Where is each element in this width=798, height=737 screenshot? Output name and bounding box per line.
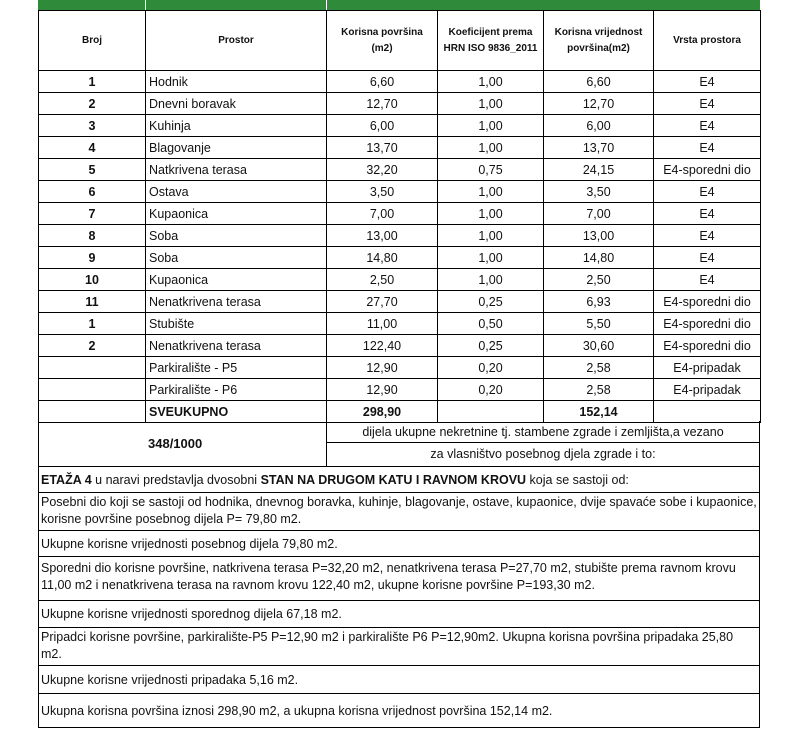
cell-vrijednost: 2,58 (544, 379, 654, 401)
cell-broj: 2 (39, 93, 146, 115)
cell-povrsina: 12,70 (327, 93, 438, 115)
cell-koeficijent: 1,00 (438, 93, 544, 115)
cell-povrsina: 12,90 (327, 379, 438, 401)
cell-prostor: Nenatkrivena terasa (146, 335, 327, 357)
cell-prostor: Stubište (146, 313, 327, 335)
cell-prostor: Hodnik (146, 71, 327, 93)
cell-vrijednost: 6,93 (544, 291, 654, 313)
table-row (39, 269, 761, 291)
total-povrsina: 298,90 (327, 401, 438, 423)
cell-koeficijent: 1,00 (438, 247, 544, 269)
cell-vrsta: E4-sporedni dio (654, 291, 761, 313)
table-row (39, 335, 761, 357)
share-text-line1: dijela ukupne nekretnine tj. stambene zgrade i zemljišta,a vezano (327, 421, 759, 443)
header-korisna-povrsina: Korisna površina (m2) (327, 11, 438, 71)
cell-vrsta: E4 (654, 269, 761, 291)
cell-vrijednost: 7,00 (544, 203, 654, 225)
cell-vrijednost: 14,80 (544, 247, 654, 269)
cell-vrsta: E4 (654, 203, 761, 225)
cell-vrsta: E4-pripadak (654, 357, 761, 379)
cell-prostor: Nenatkrivena terasa (146, 291, 327, 313)
paragraph-ukupna-povrsina: Ukupna korisna površina iznosi 298,90 m2, a ukupna korisna vrijednost površina 152,14 m2. (38, 694, 760, 728)
cell-koeficijent: 1,00 (438, 225, 544, 247)
cell-vrijednost: 2,50 (544, 269, 654, 291)
header-korisna-vrijednost: Korisna vrijednost površina(m2) (544, 11, 654, 71)
cell-koeficijent: 0,50 (438, 313, 544, 335)
share-text-line2: za vlasništvo posebnog djela zgrade i to: (430, 447, 656, 461)
etaza-label: ETAŽA 4 (41, 473, 92, 487)
header-prostor: Prostor (146, 11, 327, 71)
cell-broj: 4 (39, 137, 146, 159)
cell-broj: 8 (39, 225, 146, 247)
cell-vrsta: E4 (654, 115, 761, 137)
header-broj: Broj (39, 11, 146, 71)
etaza-text: u naravi predstavlja dvosobni (91, 473, 261, 487)
table-row (39, 137, 761, 159)
table-row (39, 71, 761, 93)
cell-vrsta: E4-sporedni dio (654, 313, 761, 335)
cell-vrijednost: 13,70 (544, 137, 654, 159)
cell-broj: 10 (39, 269, 146, 291)
cell-broj: 9 (39, 247, 146, 269)
cell-vrsta: E4-sporedni dio (654, 159, 761, 181)
cell-povrsina: 12,90 (327, 357, 438, 379)
cell-povrsina: 122,40 (327, 335, 438, 357)
cell-povrsina: 6,60 (327, 71, 438, 93)
cell-broj: 11 (39, 291, 146, 313)
cell-povrsina: 27,70 (327, 291, 438, 313)
cell-povrsina: 11,00 (327, 313, 438, 335)
cell-vrsta: E4 (654, 225, 761, 247)
cell-vrsta: E4 (654, 181, 761, 203)
cell-koeficijent: 1,00 (438, 181, 544, 203)
cell-povrsina: 3,50 (327, 181, 438, 203)
cell-koeficijent: 0,25 (438, 335, 544, 357)
cell-vrsta: E4-sporedni dio (654, 335, 761, 357)
table-row (39, 379, 761, 401)
header-bar-segment (145, 0, 327, 10)
cell-broj: 7 (39, 203, 146, 225)
table-row (39, 313, 761, 335)
etaza-heading (38, 467, 760, 493)
table-row (39, 181, 761, 203)
cell-prostor: Ostava (146, 181, 327, 203)
paragraph-vrijednost-sporednog: Ukupne korisne vrijednosti sporednog dijela 67,18 m2. (38, 601, 760, 628)
table-row (39, 159, 761, 181)
cell-vrijednost: 30,60 (544, 335, 654, 357)
cell-prostor: Dnevni boravak (146, 93, 327, 115)
cell-prostor: Natkrivena terasa (146, 159, 327, 181)
cell-koeficijent: 0,25 (438, 291, 544, 313)
cell-vrsta: E4 (654, 93, 761, 115)
total-label: SVEUKUPNO (146, 401, 327, 423)
cell-koeficijent: 1,00 (438, 269, 544, 291)
cell-broj: 1 (39, 313, 146, 335)
cell-broj: 6 (39, 181, 146, 203)
cell-koeficijent: 0,20 (438, 379, 544, 401)
cell-prostor: Parkiralište - P6 (146, 379, 327, 401)
etaza-text-end: koja se sastoji od: (526, 473, 629, 487)
cell-povrsina: 14,80 (327, 247, 438, 269)
table-header-row (39, 11, 761, 71)
table-row (39, 93, 761, 115)
table-row (39, 115, 761, 137)
cell-vrijednost: 12,70 (544, 93, 654, 115)
cell-prostor: Soba (146, 225, 327, 247)
cell-broj (39, 379, 146, 401)
header-koeficijent: Koeficijent prema HRN ISO 9836_2011 (438, 11, 544, 71)
cell-broj: 2 (39, 335, 146, 357)
cell-prostor: Kupaonica (146, 269, 327, 291)
cell-koeficijent: 0,20 (438, 357, 544, 379)
paragraph-sporedni-dio: Sporedni dio korisne površine, natkrivena terasa P=32,20 m2, nenatkrivena terasa P=27,70 m2, stubište prema ravnom krovu 11,00 m2 i nenatkrivena terasa na ravnom krovu 122,40 m2, ukupne korisne površine P=193,30 m2. (38, 557, 760, 601)
cell-koeficijent: 1,00 (438, 115, 544, 137)
cell-empty (654, 401, 761, 423)
cell-prostor: Blagovanje (146, 137, 327, 159)
cell-povrsina: 32,20 (327, 159, 438, 181)
paragraph-vrijednost-pripadaka: Ukupne korisne vrijednosti pripadaka 5,16 m2. (38, 666, 760, 694)
cell-broj (39, 357, 146, 379)
cell-vrijednost: 6,00 (544, 115, 654, 137)
total-row (39, 401, 761, 423)
ownership-share (38, 421, 760, 467)
cell-empty (39, 401, 146, 423)
header-color-bar (38, 0, 760, 10)
cell-prostor: Kuhinja (146, 115, 327, 137)
header-bar-segment (38, 0, 146, 10)
cell-vrijednost: 24,15 (544, 159, 654, 181)
cell-prostor: Parkiralište - P5 (146, 357, 327, 379)
paragraph-vrijednost-posebnog: Ukupne korisne vrijednosti posebnog dijela 79,80 m2. (38, 531, 760, 557)
cell-vrsta: E4-pripadak (654, 379, 761, 401)
total-vrijednost: 152,14 (544, 401, 654, 423)
header-vrsta-prostora: Vrsta prostora (654, 11, 761, 71)
table-row (39, 203, 761, 225)
cell-broj: 1 (39, 71, 146, 93)
cell-vrijednost: 3,50 (544, 181, 654, 203)
etaza-stan-label: STAN NA DRUGOM KATU I RAVNOM KROVU (260, 473, 527, 487)
cell-broj: 3 (39, 115, 146, 137)
table-row (39, 291, 761, 313)
cell-empty (438, 401, 544, 423)
cell-koeficijent: 1,00 (438, 71, 544, 93)
cell-vrsta: E4 (654, 137, 761, 159)
table-row (39, 225, 761, 247)
cell-koeficijent: 0,75 (438, 159, 544, 181)
cell-koeficijent: 1,00 (438, 203, 544, 225)
table-row (39, 247, 761, 269)
cell-koeficijent: 1,00 (438, 137, 544, 159)
cell-vrsta: E4 (654, 247, 761, 269)
cell-broj: 5 (39, 159, 146, 181)
cell-vrijednost: 5,50 (544, 313, 654, 335)
paragraph-pripadci: Pripadci korisne površine, parkiralište-P5 P=12,90 m2 i parkiralište P6 P=12,90m2. Ukupna korisna površina pripadaka 25,80 m2. (38, 628, 760, 666)
table-row (39, 357, 761, 379)
paragraph-posebni-dio: Posebni dio koji se sastoji od hodnika, dnevnog boravka, kuhinje, blagovanje, ostave, kupaonice, dvije spavaće sobe i kupaonice, korisne površine posebnog dijela P= 79,80 m2. (38, 493, 760, 531)
cell-prostor: Soba (146, 247, 327, 269)
cell-povrsina: 13,00 (327, 225, 438, 247)
cell-povrsina: 7,00 (327, 203, 438, 225)
share-fraction: 348/1000 (39, 421, 327, 466)
cell-vrijednost: 6,60 (544, 71, 654, 93)
area-table (38, 10, 761, 423)
cell-vrsta: E4 (654, 71, 761, 93)
cell-povrsina: 6,00 (327, 115, 438, 137)
cell-povrsina: 13,70 (327, 137, 438, 159)
cell-vrijednost: 2,58 (544, 357, 654, 379)
cell-prostor: Kupaonica (146, 203, 327, 225)
cell-vrijednost: 13,00 (544, 225, 654, 247)
cell-povrsina: 2,50 (327, 269, 438, 291)
